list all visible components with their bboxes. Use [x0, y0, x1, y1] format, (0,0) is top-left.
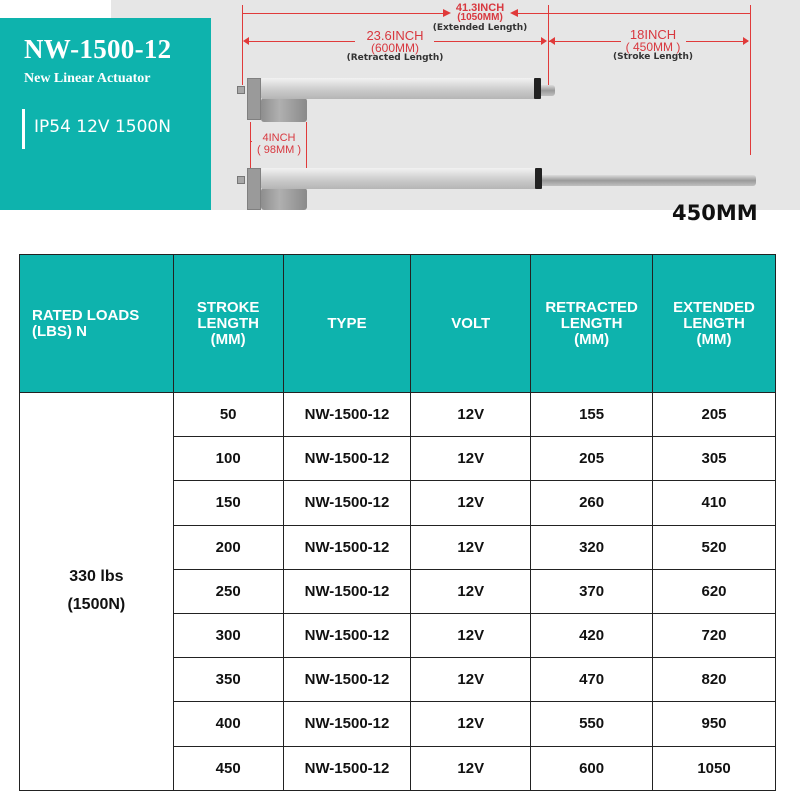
- guide-line-left: [242, 5, 243, 85]
- header-line: RATED LOADS: [32, 306, 140, 324]
- arrow-left-icon: [549, 37, 555, 45]
- stroke-label: (Stroke Length): [612, 52, 693, 62]
- collar-icon: [535, 168, 542, 189]
- motor-icon: [261, 188, 307, 210]
- header-line: LENGTH: [683, 314, 745, 332]
- type-cell: NW-1500-12: [283, 393, 411, 437]
- header-line: LENGTH: [560, 314, 623, 332]
- stroke-cell: 450: [173, 746, 283, 790]
- retracted-cell: 260: [531, 481, 653, 525]
- extended-cell: 950: [653, 702, 776, 746]
- extended-line-left: [243, 13, 443, 14]
- stroke-badge: 450MM: [672, 201, 758, 225]
- mount-tab-icon: [237, 86, 245, 94]
- stroke-cell: 250: [173, 569, 283, 613]
- motor-guide-right: [306, 122, 307, 168]
- retracted-mm: (600MM): [370, 41, 419, 55]
- volt-cell: 12V: [411, 702, 531, 746]
- volt-cell: 12V: [411, 393, 531, 437]
- extended-rod-icon: [542, 175, 756, 186]
- header-line: (MM): [210, 330, 246, 348]
- mount-tab-icon: [237, 176, 245, 184]
- header-extended-length: [653, 255, 776, 393]
- header-line: VOLT: [451, 314, 491, 332]
- type-cell: NW-1500-12: [283, 746, 411, 790]
- stroke-cell: 350: [173, 658, 283, 702]
- retracted-line-left: [245, 41, 355, 42]
- volt-cell: 12V: [411, 481, 531, 525]
- table-header-row: [20, 255, 776, 393]
- load-lbs: 330 lbs: [69, 568, 124, 586]
- title-panel: [0, 18, 211, 210]
- gearbox-icon: [247, 168, 261, 210]
- actuator-tube-icon: [261, 168, 539, 189]
- header-stroke-length: [173, 255, 283, 393]
- extended-cell: 205: [653, 393, 776, 437]
- header-line: TYPE: [327, 314, 367, 332]
- extended-inch: 41.3INCH: [455, 2, 505, 14]
- retracted-line-right: [434, 41, 544, 42]
- motor-icon: [261, 98, 307, 122]
- motor-inch: 4INCH: [252, 132, 306, 144]
- guide-line-retracted-end: [548, 5, 549, 90]
- retracted-cell: 370: [531, 569, 653, 613]
- rod-end-icon: [541, 85, 555, 96]
- type-cell: NW-1500-12: [283, 613, 411, 657]
- model-title: NW-1500-12: [24, 34, 172, 64]
- spec-table: [19, 254, 776, 791]
- retracted-cell: 320: [531, 525, 653, 569]
- retracted-label: (Retracted Length): [346, 53, 444, 63]
- header-line: (LBS) N: [32, 322, 87, 340]
- retracted-cell: 600: [531, 746, 653, 790]
- header-volt: [411, 255, 531, 393]
- retracted-cell: 205: [531, 437, 653, 481]
- retracted-cell: 550: [531, 702, 653, 746]
- table-row: [20, 393, 776, 437]
- volt-cell: 12V: [411, 569, 531, 613]
- header-type: [283, 255, 411, 393]
- extended-cell: 410: [653, 481, 776, 525]
- extended-cell: 620: [653, 569, 776, 613]
- type-cell: NW-1500-12: [283, 569, 411, 613]
- volt-cell: 12V: [411, 437, 531, 481]
- motor-guide-left: [250, 122, 251, 168]
- spec-summary: IP54 12V 1500N: [34, 117, 171, 137]
- stroke-inch: 18INCH: [629, 27, 677, 42]
- retracted-cell: 470: [531, 658, 653, 702]
- type-cell: NW-1500-12: [283, 437, 411, 481]
- retracted-inch: 23.6INCH: [366, 28, 424, 43]
- stroke-cell: 200: [173, 525, 283, 569]
- stroke-mm: ( 450MM ): [625, 40, 681, 54]
- type-cell: NW-1500-12: [283, 702, 411, 746]
- retracted-cell: 420: [531, 613, 653, 657]
- extended-cell: 820: [653, 658, 776, 702]
- extended-label: (Extended Length): [432, 23, 528, 33]
- volt-cell: 12V: [411, 746, 531, 790]
- stroke-cell: 400: [173, 702, 283, 746]
- volt-cell: 12V: [411, 525, 531, 569]
- header-line: STROKE: [196, 298, 260, 316]
- volt-cell: 12V: [411, 613, 531, 657]
- extended-cell: 1050: [653, 746, 776, 790]
- header-retracted-length: [531, 255, 653, 393]
- guide-line-extended-end: [750, 5, 751, 155]
- header-line: LENGTH: [197, 314, 259, 332]
- type-cell: NW-1500-12: [283, 525, 411, 569]
- header-rated-loads: [20, 255, 174, 393]
- header-line: (MM): [574, 330, 610, 348]
- extended-cell: 520: [653, 525, 776, 569]
- header-line: RETRACTED: [545, 298, 638, 316]
- arrow-right-icon: [743, 37, 749, 45]
- stroke-cell: 100: [173, 437, 283, 481]
- rated-load-cell: [20, 393, 174, 791]
- stroke-cell: 150: [173, 481, 283, 525]
- extended-line-right: [518, 13, 750, 14]
- accent-bar: [22, 109, 25, 149]
- extended-cell: 720: [653, 613, 776, 657]
- stroke-cell: 300: [173, 613, 283, 657]
- arrow-right-icon: [541, 37, 547, 45]
- load-newton: (1500N): [67, 596, 126, 614]
- type-cell: NW-1500-12: [283, 481, 411, 525]
- header-line: (MM): [696, 330, 732, 348]
- actuator-tube-icon: [261, 78, 538, 99]
- motor-mm: ( 98MM ): [257, 144, 301, 156]
- product-subtitle: New Linear Actuator: [24, 71, 151, 86]
- stroke-cell: 50: [173, 393, 283, 437]
- arrow-left-icon: [243, 37, 249, 45]
- volt-cell: 12V: [411, 658, 531, 702]
- collar-icon: [534, 78, 541, 99]
- header-line: EXTENDED: [673, 298, 755, 316]
- extended-mm: (1050MM): [457, 12, 503, 23]
- extended-cell: 305: [653, 437, 776, 481]
- gearbox-icon: [247, 78, 261, 120]
- retracted-cell: 155: [531, 393, 653, 437]
- type-cell: NW-1500-12: [283, 658, 411, 702]
